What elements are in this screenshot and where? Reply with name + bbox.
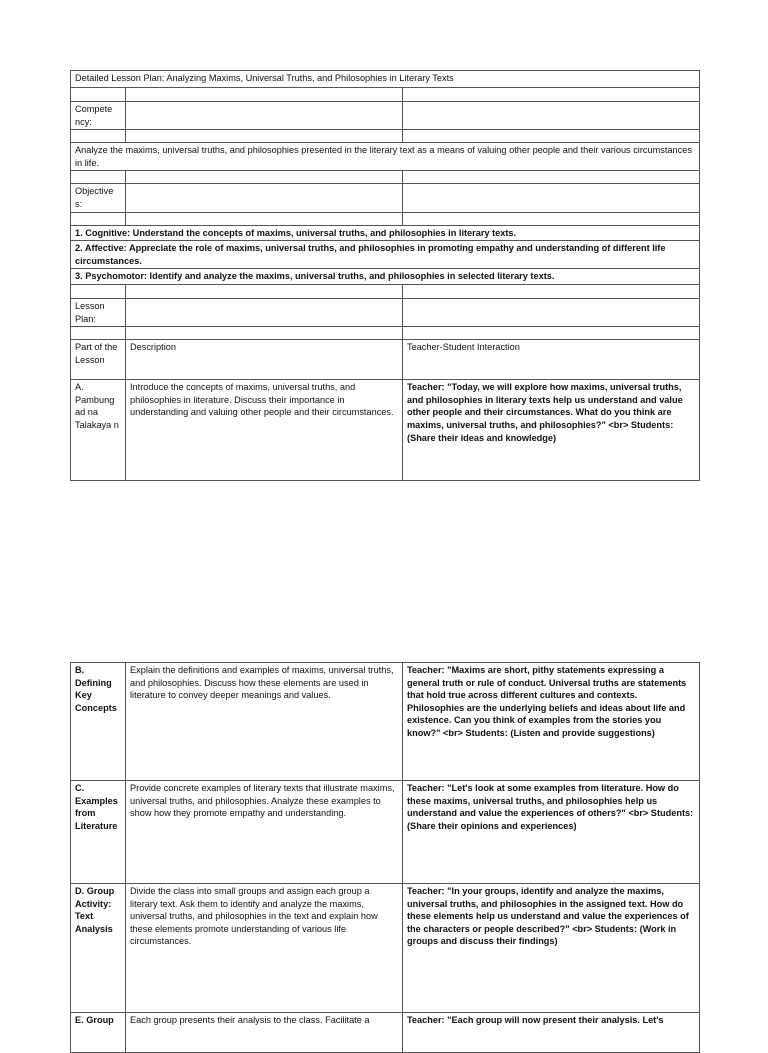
row-description: Provide concrete examples of literary texts that illustrate maxims, universal truths, and philosophies. Analyze these examples to show how they promote empathy and understanding. — [126, 781, 403, 884]
table-row — [71, 1013, 700, 1053]
row-part: A. Pambung ad na Talakaya n — [71, 380, 126, 481]
objective-psychomotor: 3. Psychomotor: Identify and analyze the maxims, universal truths, and philosophies in selected literary texts. — [71, 269, 700, 285]
row-description: Divide the class into small groups and assign each group a literary text. Ask them to identify and analyze the maxims, universal truths, and philosophies in the text and explain how these elements promote understanding of various life circumstances. — [126, 884, 403, 1013]
row-interaction: Teacher: "Each group will now present their analysis. Let's — [403, 1013, 700, 1053]
spacer-row — [71, 171, 700, 184]
objectives-label: Objective s: — [71, 184, 126, 212]
competency-text: Analyze the maxims, universal truths, and philosophies presented in the literary text as a means of valuing other people and their various circumstances in life. — [71, 143, 700, 171]
header-interaction: Teacher-Student Interaction — [403, 340, 700, 380]
document-title: Detailed Lesson Plan: Analyzing Maxims, Universal Truths, and Philosophies in Literary Texts — [71, 71, 700, 88]
spacer-row — [71, 130, 700, 143]
objective-row — [71, 225, 700, 241]
spacer-row — [71, 284, 700, 298]
objective-row — [71, 269, 700, 285]
lesson-plan-table-page2 — [70, 662, 700, 1053]
competency-label-row — [71, 102, 700, 130]
table-row — [71, 380, 700, 481]
objectives-label-row — [71, 184, 700, 212]
row-description: Introduce the concepts of maxims, universal truths, and philosophies in literature. Discuss their importance in understanding and valuing other people and their circumstances. — [126, 380, 403, 481]
lesson-plan-label: Lesson Plan: — [71, 298, 126, 326]
row-part: D. Group Activity: Text Analysis — [71, 884, 126, 1013]
objective-row — [71, 241, 700, 269]
spacer-row — [71, 212, 700, 225]
row-interaction: Teacher: "Maxims are short, pithy statements expressing a general truth or rule of conduct. Universal truths are statements that hold true across different cultures and contexts. Philosophies are the underlying beliefs and ideas about life and existence. Can you think of examples from the stories you know?" <br> Students: (Listen and provide suggestions) — [403, 663, 700, 781]
row-interaction: Teacher: "Today, we will explore how maxims, universal truths, and philosophies in literary texts help us understand and value other people and their circumstances. What do you think are maxims, universal truths, and philosophies?" <br> Students: (Share their ideas and knowledge) — [403, 380, 700, 481]
lesson-plan-label-row — [71, 298, 700, 326]
lesson-plan-table-page1 — [70, 70, 700, 481]
table-row — [71, 884, 700, 1013]
table-row — [71, 781, 700, 884]
table-header-row — [71, 340, 700, 380]
competency-label: Compete ncy: — [71, 102, 126, 130]
spacer-row — [71, 327, 700, 340]
spacer-row — [71, 88, 700, 102]
row-part: C. Examples from Literature — [71, 781, 126, 884]
row-part: B. Defining Key Concepts — [71, 663, 126, 781]
row-interaction: Teacher: "In your groups, identify and analyze the maxims, universal truths, and philosophies in the assigned text. How do these elements help us understand and value the experiences of the characters or people described?" <br> Students: (Work in groups and discuss their findings) — [403, 884, 700, 1013]
title-row — [71, 71, 700, 88]
row-description: Each group presents their analysis to the class. Facilitate a — [126, 1013, 403, 1053]
objective-affective: 2. Affective: Appreciate the role of maxims, universal truths, and philosophies in promoting empathy and understanding of different life circumstances. — [71, 241, 700, 269]
objective-cognitive: 1. Cognitive: Understand the concepts of maxims, universal truths, and philosophies in literary texts. — [71, 225, 700, 241]
competency-text-row — [71, 143, 700, 171]
table-row — [71, 663, 700, 781]
row-part: E. Group — [71, 1013, 126, 1053]
row-description: Explain the definitions and examples of maxims, universal truths, and philosophies. Discuss how these elements are used in literature to convey deeper meanings and values. — [126, 663, 403, 781]
header-part: Part of the Lesson — [71, 340, 126, 380]
row-interaction: Teacher: "Let's look at some examples from literature. How do these maxims, universal truths, and philosophies help us understand and value the experiences of others?" <br> Students: (Share their opinions and experiences) — [403, 781, 700, 884]
header-description: Description — [126, 340, 403, 380]
